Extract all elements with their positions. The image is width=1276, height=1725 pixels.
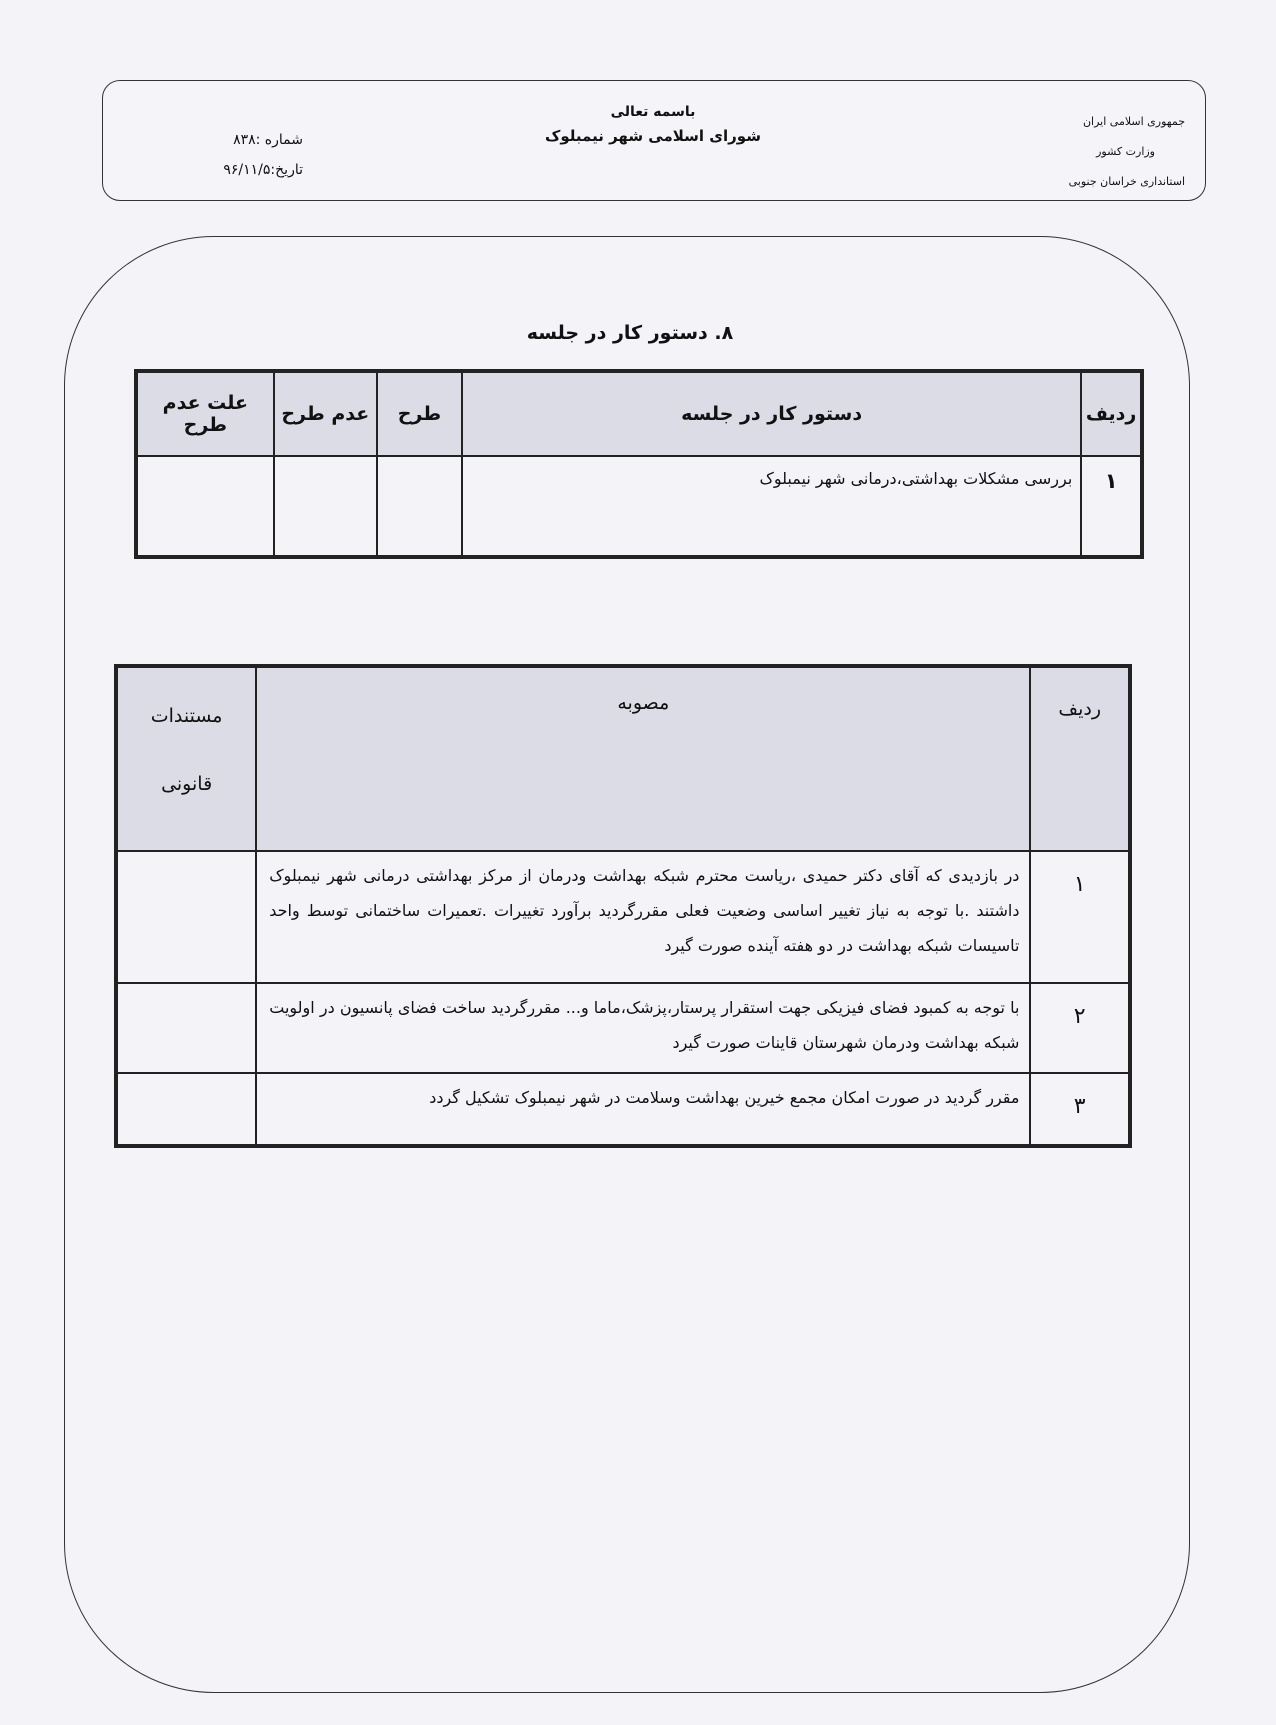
authority-line: وزارت کشور	[1096, 145, 1155, 158]
legal-basis-cell	[116, 851, 256, 983]
table-row	[136, 456, 1142, 557]
legal-basis-cell	[116, 1073, 256, 1146]
agenda-table	[134, 369, 1144, 559]
row-number: ۱	[1030, 851, 1130, 983]
header-mostanadat-line1: مستندات	[150, 705, 223, 727]
resolutions-table	[114, 664, 1132, 1148]
authority-line: استانداری خراسان جنوبی	[1068, 175, 1185, 188]
tarh-cell	[377, 456, 462, 557]
section-title: ۸. دستور کار در جلسه	[526, 322, 734, 344]
letter-number: شماره :۸۳۸	[233, 132, 303, 148]
letter-meta	[133, 125, 303, 185]
resolution-text: در بازدیدی که آقای دکتر حمیدی ،ریاست محترم شبکه بهداشت ودرمان از مرکز بهداشتی درمانی شهر نیمبلوک داشتند .با توجه به نیاز تغییر اساسی وضعیت فعلی مقررگردید برآورد تغییرات .تعمیرات ساختمانی توسط واحد تاسیسات شبکه بهداشت در دو هفته آینده صورت گیرد	[256, 851, 1030, 983]
legal-basis-cell	[116, 983, 256, 1073]
agenda-header-row	[136, 371, 1142, 456]
header-radif: ردیف	[1081, 371, 1142, 456]
header-elat-adam-tarh: علت عدم طرح	[136, 371, 274, 456]
row-number: ۱	[1081, 456, 1142, 557]
header-tarh: طرح	[377, 371, 462, 456]
header-mostanadat	[116, 666, 256, 851]
elat-cell	[136, 456, 274, 557]
resolution-text: با توجه به کمبود فضای فیزیکی جهت استقرار پرستار،پزشک،ماما و... مقررگردید ساخت فضای پانسیون در اولویت شبکه بهداشت ودرمان شهرستان قاینات صورت گیرد	[256, 983, 1030, 1073]
row-number: ۳	[1030, 1073, 1130, 1146]
authority-line: جمهوری اسلامی ایران	[1082, 115, 1185, 128]
issuing-authority	[965, 107, 1185, 197]
resolutions-header-row	[116, 666, 1130, 851]
letterhead	[102, 80, 1206, 201]
row-number: ۲	[1030, 983, 1130, 1073]
letterhead-title	[483, 101, 823, 149]
header-mostanadat-line2: قانونی	[161, 773, 213, 795]
resolution-text: مقرر گردید در صورت امکان مجمع خیرین بهداشت وسلامت در شهر نیمبلوک تشکیل گردد	[256, 1073, 1030, 1146]
header-mosavabe: مصوبه	[256, 666, 1030, 851]
header-agenda: دستور کار در جلسه	[462, 371, 1081, 456]
header-radif: ردیف	[1030, 666, 1130, 851]
letter-date: تاریخ:۹۶/۱۱/۵	[223, 162, 303, 178]
agenda-item-text: بررسی مشکلات بهداشتی،درمانی شهر نیمبلوک	[462, 456, 1081, 557]
header-adam-tarh: عدم طرح	[274, 371, 377, 456]
organization-title: شورای اسلامی شهر نیمبلوک	[545, 127, 761, 145]
basmala: باسمه تعالی	[610, 104, 696, 120]
table-row	[116, 983, 1130, 1073]
table-row	[116, 851, 1130, 983]
table-row	[116, 1073, 1130, 1146]
adam-tarh-cell	[274, 456, 377, 557]
